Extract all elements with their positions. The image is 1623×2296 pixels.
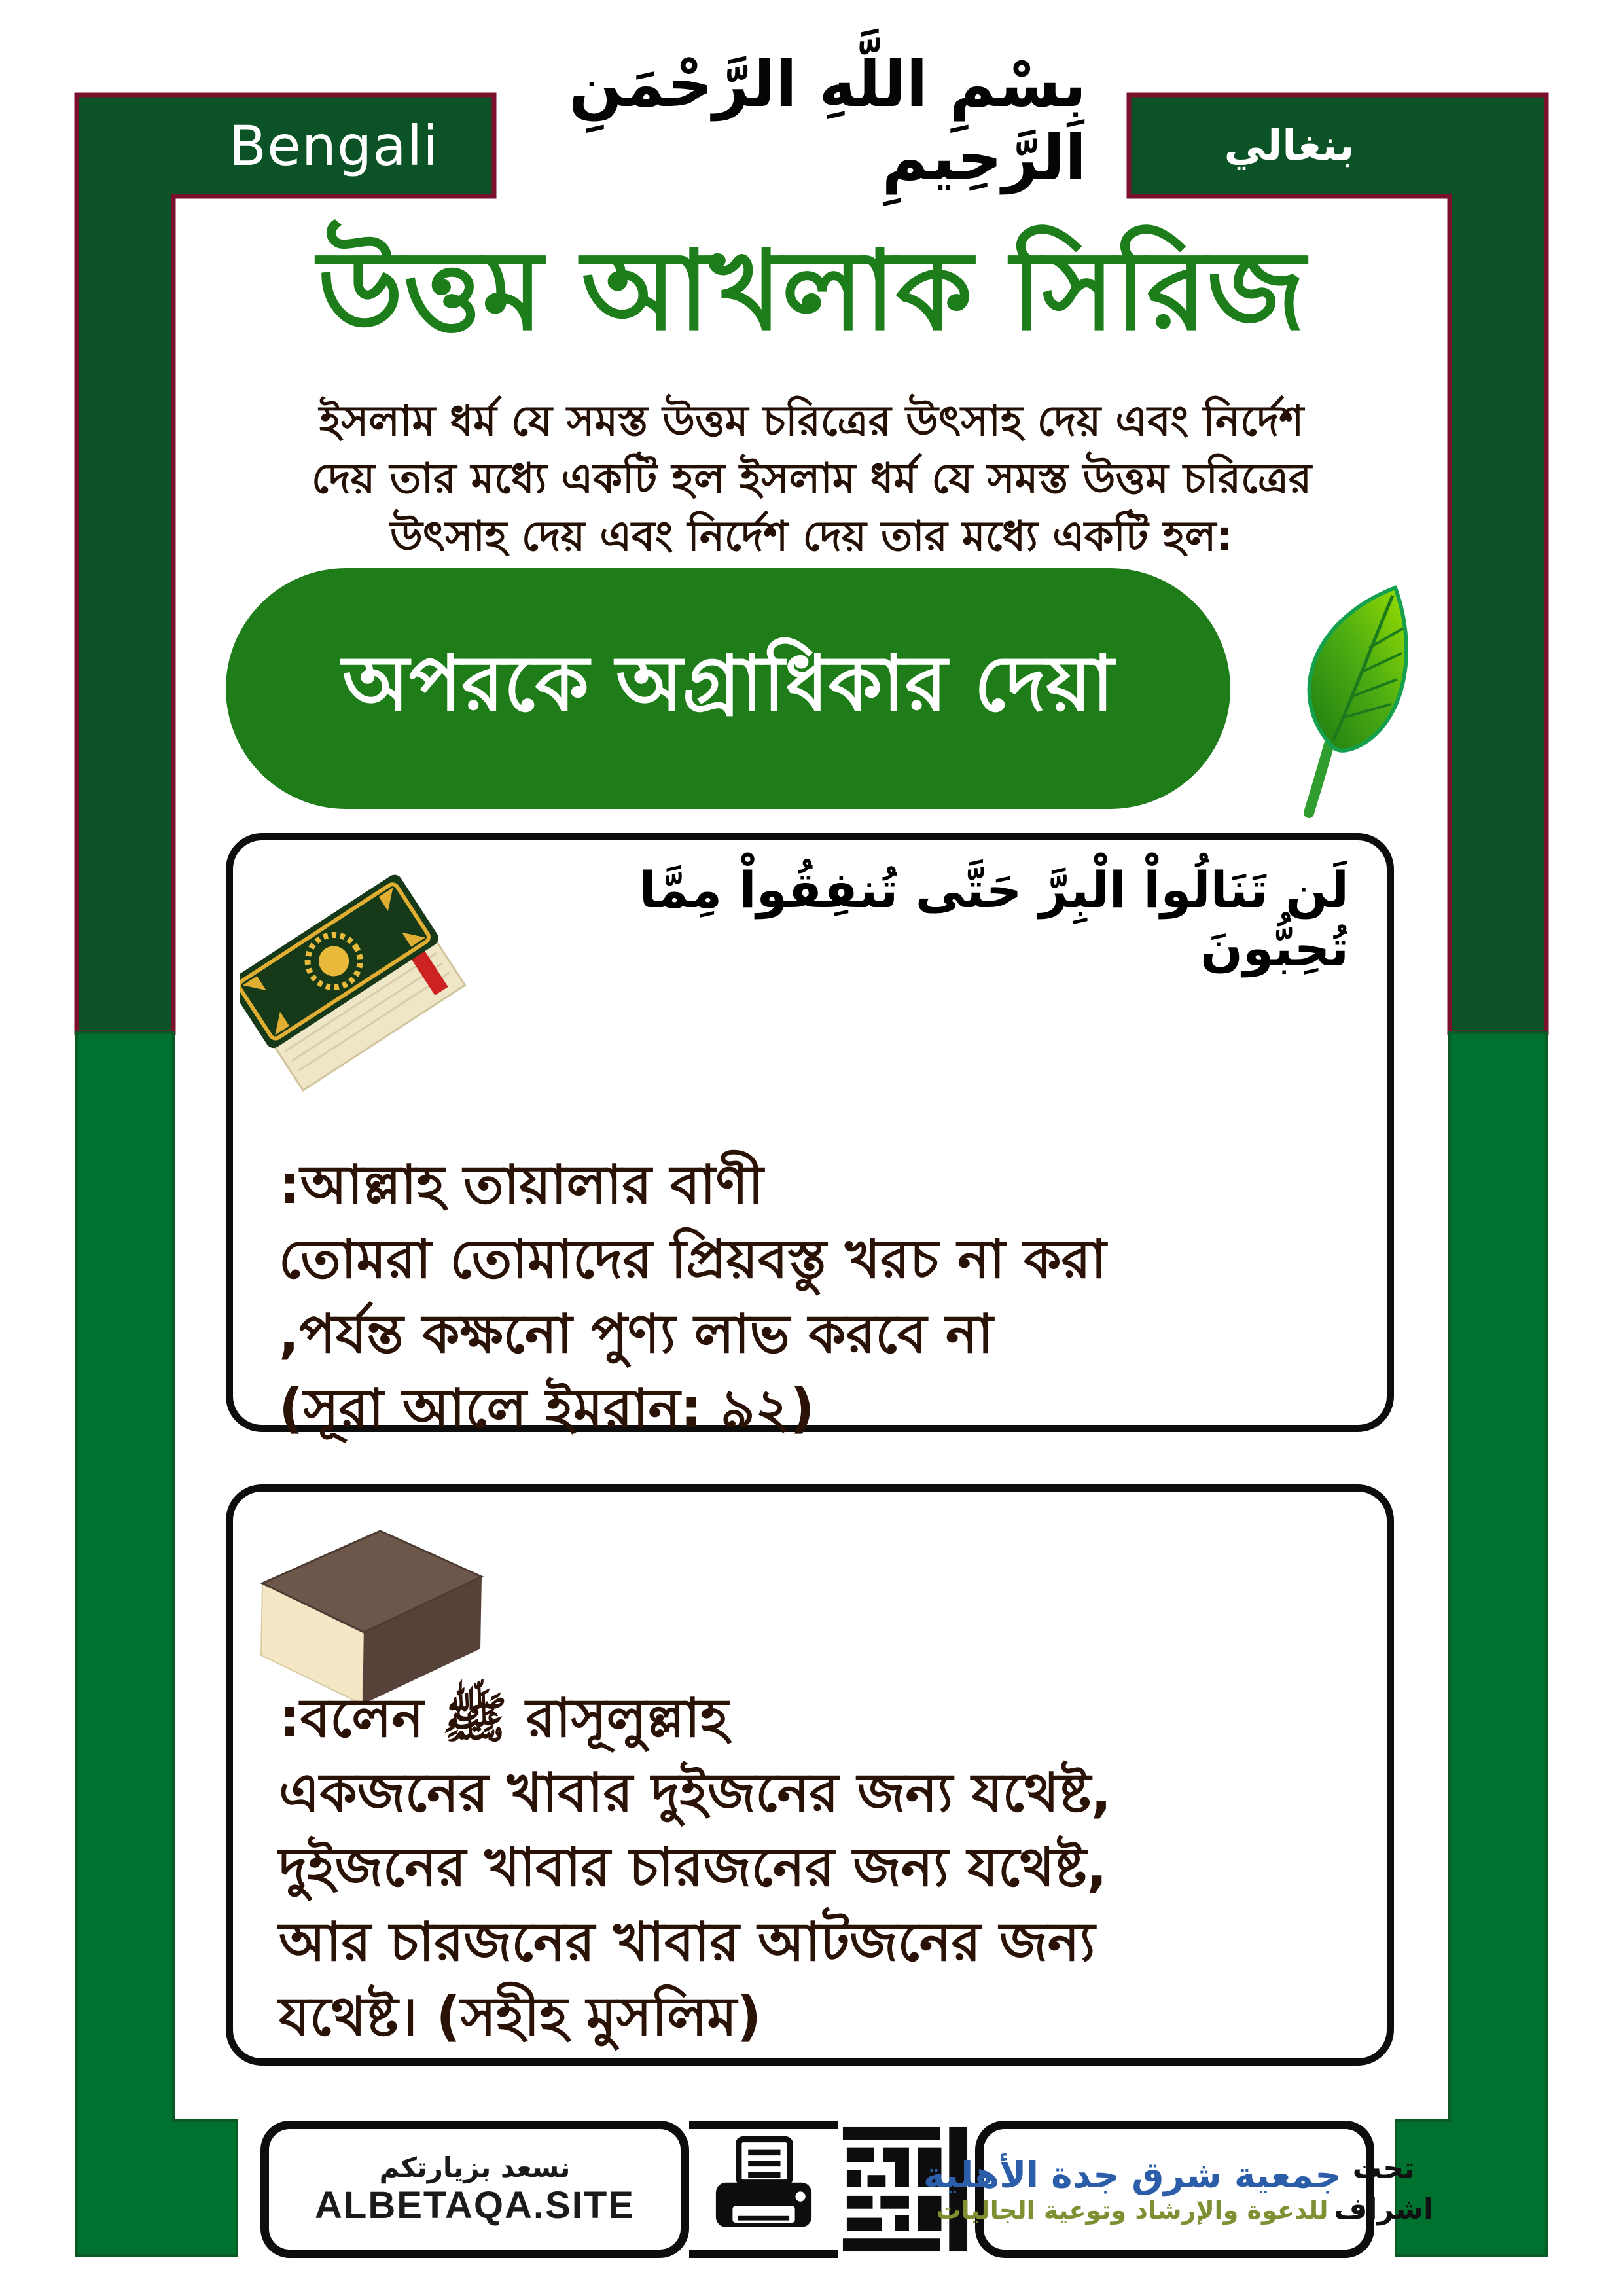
- supervision-word-2: اشراف: [1334, 2193, 1434, 2226]
- quran-book-icon: [240, 847, 501, 1181]
- printer-section: [689, 2121, 838, 2258]
- visit-text: نسعد بزيارتكم: [379, 2151, 571, 2183]
- supervision-word-1: تحت: [1352, 2152, 1415, 2185]
- leaf-icon: [1257, 568, 1423, 820]
- quran-translation: [279, 1148, 1352, 1446]
- series-title: উত্তম আখলাক সিরিজ: [317, 226, 1306, 355]
- hadith-box: [226, 1484, 1394, 2066]
- quran-line: :আল্লাহ তায়ালার বাণী: [279, 1154, 764, 1216]
- organization-name: جمعية شرق جدة الأهلية: [923, 2154, 1342, 2196]
- quran-verse-box: [226, 833, 1394, 1440]
- topic-pill: [226, 568, 1230, 809]
- arabic-verse: لَن تَنَالُواْ الْبِرَّ حَتَّى تُنفِقُواْ مِمَّا تُحِبُّونَ: [639, 861, 1349, 977]
- quran-line: (সূরা আলে ইমরান: ৯২): [279, 1378, 815, 1440]
- intro-line: দেয় তার মধ্যে একটি হল ইসলাম ধর্ম যে সমস্ত উত্তম চরিত্রের: [311, 455, 1312, 503]
- tab-language-arabic: بنغالي: [1224, 121, 1355, 170]
- hadith-line: যথেষ্ট। (সহীহ মুসলিম): [279, 1986, 762, 2048]
- hadith-text: [279, 1681, 1352, 2054]
- printer-icon: [708, 2134, 819, 2245]
- tab-language-bengali: Bengali: [228, 113, 439, 178]
- intro-line: উৎসাহ দেয় এবং নির্দেশ দেয় তার মধ্যে একটি হল:: [390, 512, 1233, 561]
- supervision-label: [1334, 2149, 1434, 2230]
- organization-calligraphy: [923, 2154, 1341, 2225]
- footer-site-box: [260, 2121, 689, 2258]
- organization-subtitle: للدعوة والإرشاد وتوعية الجاليات: [936, 2196, 1329, 2225]
- hadith-line: আর চারজনের খাবার আটজনের জন্য: [279, 1911, 1096, 1973]
- intro-paragraph: [131, 393, 1492, 565]
- hadith-line: :বলেন ﷺ রাসূলুল্লাহ: [279, 1687, 728, 1749]
- footer-supervision-box: [923, 2121, 1434, 2258]
- hadith-line: দুইজনের খাবার চারজনের জন্য যথেষ্ট,: [279, 1837, 1107, 1899]
- hadith-line: একজনের খাবার দুইজনের জন্য যথেষ্ট,: [279, 1762, 1112, 1824]
- quran-line: তোমরা তোমাদের প্রিয়বস্তু খরচ না করা: [279, 1229, 1107, 1291]
- site-link[interactable]: ALBETAQA.SITE: [315, 2184, 635, 2227]
- intro-line: ইসলাম ধর্ম যে সমস্ত উত্তম চরিত্রের উৎসাহ দেয় এবং নির্দেশ: [319, 397, 1304, 446]
- topic-pill-label: অপরকে অগ্রাধিকার দেয়া: [342, 638, 1115, 728]
- quran-line: ,পর্যন্ত কক্ষনো পুণ্য লাভ করবে না: [279, 1303, 993, 1365]
- bismillah-calligraphy: بِسْمِ اللَّهِ الرَّحْمَنِ الرَّحِيمِ: [569, 48, 1086, 194]
